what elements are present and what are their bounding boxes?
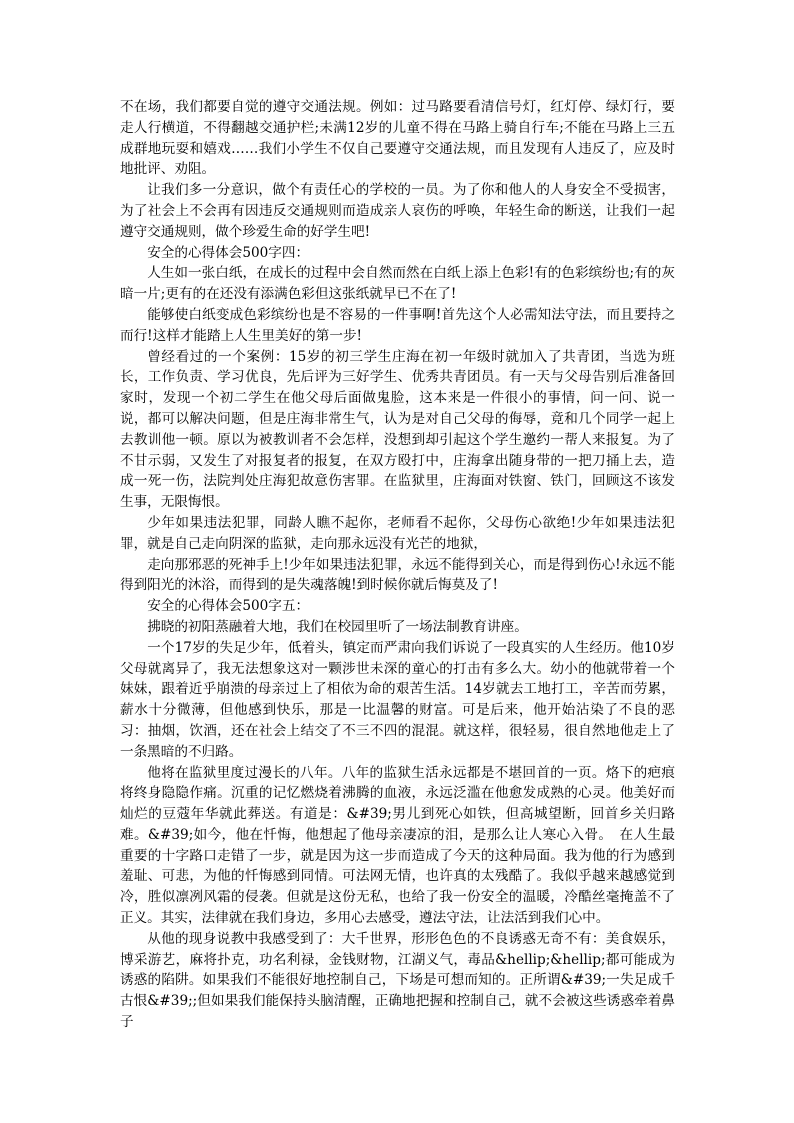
paragraph-traffic-rules: 让我们多一分意识，做个有责任心的学校的一员。为了你和他人的人身安全不受损害，为了社会上不会再有因违反交通规则而造成亲人哀伤的呼唤，年轻生命的断送，让我们一起遵守交通规则，做个珍爱生命的好学生吧! [120, 182, 675, 240]
paragraph-know-law: 能够使白纸变成色彩缤纷也是不容易的一件事啊!首先这个人必需知法守法，而且要持之而行!这样才能踏上人生里美好的第一步! [120, 306, 675, 344]
paragraph-temptations: 从他的现身说教中我感受到了：大千世界，形形色色的不良诱惑无奇不有：美食娱乐，博采游艺，麻将扑克，功名利禄，金钱财物，江湖义气，毒品&hellip;&hellip;都可能成为诱惑的陷阱。如果我们不能很好地控制自己，下场是可想而知的。正所谓&#39;一失足成千古恨&#39;;但如果我们能保持头脑清醒，正确地把握和控制自己，就不会被这些诱惑牵着鼻子 [120, 930, 675, 1031]
paragraph-juvenile-crime: 少年如果违法犯罪，同龄人瞧不起你，老师看不起你，父母伤心欲绝!少年如果违法犯罪，就是自己走向阴深的监狱，走向那永远没有光芒的地狱， [120, 514, 675, 552]
paragraph-case-study: 曾经看过的一个案例：15岁的初三学生庄海在初一年级时就加入了共青团，当选为班长，工作负责、学习优良，先后评为三好学生、优秀共青团员。有一天与父母告别后准备回家时，发现一个初二学生在他父母后面做鬼脸，这本来是一件很小的事情，问一问、说一说，都可以解决问题，但是庄海非常生气，认为是对自己父母的侮辱，竟和几个同学一起上去教训他一顿。原以为被教训者不会怎样，没想到却引起这个学生邀约一帮人来报复。为了不甘示弱，又发生了对报复者的报复，在双方殴打中，庄海拿出随身带的一把刀捅上去，造成一死一伤，法院判处庄海犯故意伤害罪。在监狱里，庄海面对铁窗、铁门，回顾这不该发生事，无限悔恨。 [120, 348, 675, 511]
section-heading-four: 安全的心得体会500字四： [147, 244, 310, 261]
paragraph-lecture: 拂晓的初阳蒸融着大地，我们在校园里听了一场法制教育讲座。 [147, 618, 528, 635]
section-heading-five: 安全的心得体会500字五： [147, 598, 310, 615]
paragraph-death-hand: 走向那邪恶的死神手上!少年如果违法犯罪，永远不能得到关心，而是得到伤心!永远不能得到阳光的沐浴，而得到的是失魂落魄!到时候你就后悔莫及了! [120, 556, 675, 594]
paragraph-prison: 他将在监狱里度过漫长的八年。八年的监狱生活永远都是不堪回首的一页。烙下的疤痕将终身隐隐作痛。沉重的记忆燃烧着沸腾的血液，永远泛滥在他愈发成熟的心灵。他美好而灿烂的豆蔻年华就此葬送。有道是：&#39;男儿到死心如铁，但高城望断，回首乡关归路难。&#39;如今，他在忏悔，他想起了他母亲凄凉的泪，是那么让人寒心入骨。 在人生最重要的十字路口走错了一步，就是因为这一步而造成了今天的这种局面。我为他的行为感到羞耻、可悲，为他的忏悔感到同情。可法网无情，也许真的太残酷了。我似乎越来越感觉到冷，胜似凛冽风霜的侵袭。但就是这份无私，也给了我一份安全的温暖，冷酷丝毫掩盖不了正义。其实，法律就在我们身边，多用心去感受，遵法守法，让法活到我们心中。 [120, 764, 675, 927]
paragraph-youth-story: 一个17岁的失足少年，低着头，镇定而严肃向我们诉说了一段真实的人生经历。他10岁父母就离异了，我无法想象这对一颗涉世未深的童心的打击有多么大。幼小的他就带着一个妹妹，跟着近乎崩溃的母亲过上了相依为命的艰苦生活。14岁就去工地打工，辛苦而劳累，薪水十分微薄，但他感到快乐，那是一比温馨的财富。可是后来，他开始沾染了不良的恶习：抽烟，饮酒，还在社会上结交了不三不四的混混。就这样，很轻易，很自然地他走上了一条黑暗的不归路。 [120, 639, 675, 760]
paragraph-white-paper: 人生如一张白纸，在成长的过程中会自然而然在白纸上添上色彩!有的色彩缤纷也;有的灰暗一片;更有的在还没有添满色彩但这张纸就早已不在了! [120, 265, 675, 303]
paragraph-continuation: 不在场，我们都要自觉的遵守交通法规。例如：过马路要看清信号灯，红灯停、绿灯行，要走人行横道，不得翻越交通护栏;未满12岁的儿童不得在马路上骑自行车;不能在马路上三五成群地玩耍和嬉戏……我们小学生不仅自己要遵守交通法规，而且发现有人违反了，应及时地批评、劝阻。 [120, 99, 675, 178]
document-page [120, 97, 675, 1033]
